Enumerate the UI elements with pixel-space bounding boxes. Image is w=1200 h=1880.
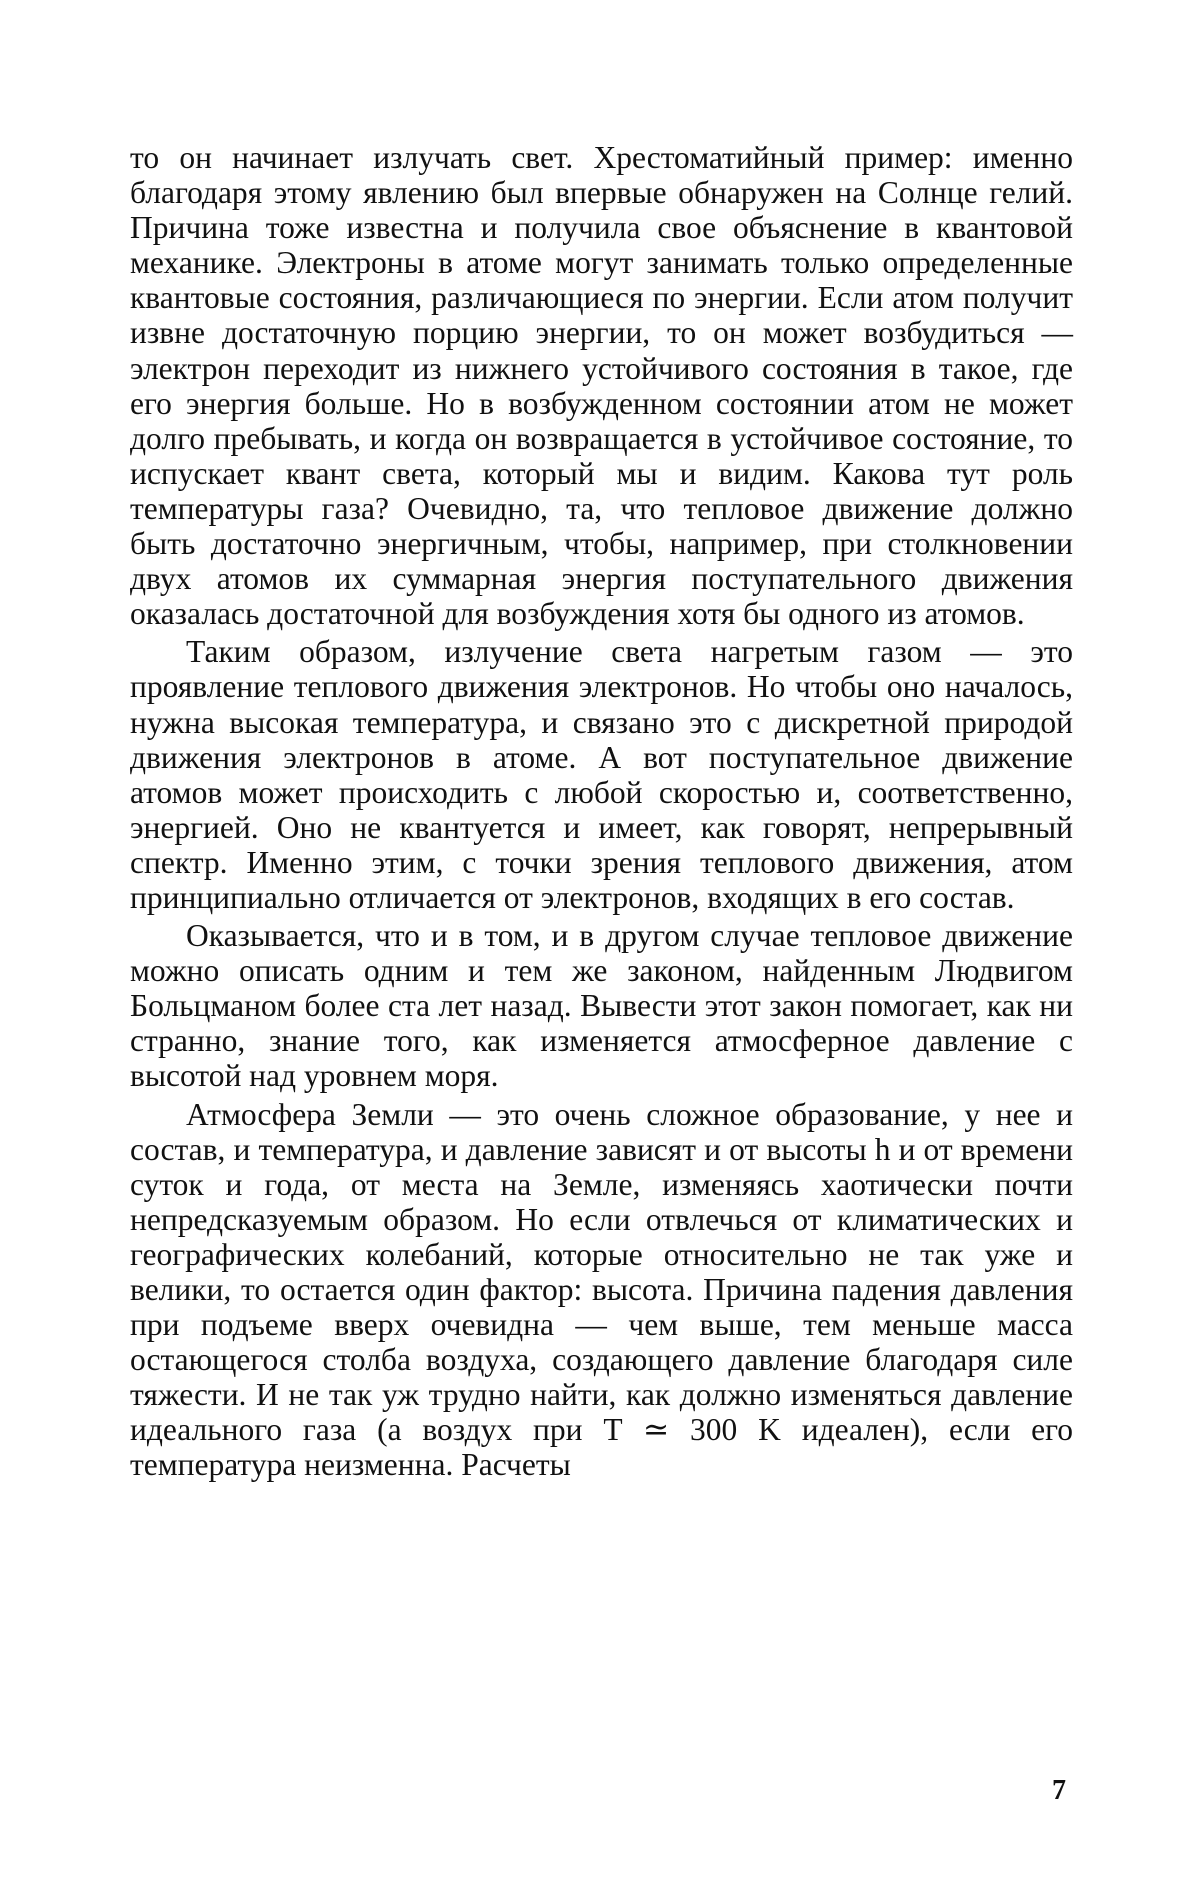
paragraph-2: Таким образом, излучение света нагретым газом — это проявление теплового движения электронов. Но чтобы оно началось, нужна высокая температура, и связано это с дискретной природой движения электронов в атоме. А вот поступательное движение атомов может происходить с любой скоростью и, соответственно, энергией. Оно не квантуется и имеет, как говорят, непрерывный спектр. Именно этим, с точки зрения теплового движения, атом принципиально отличается от электронов, входящих в его состав. bbox=[130, 634, 1073, 915]
paragraph-1: то он начинает излучать свет. Хрестоматийный пример: именно благодаря этому явлению был впервые обнаружен на Солнце гелий. Причина тоже известна и получила свое объяснение в квантовой механике. Электроны в атоме могут занимать только определенные квантовые состояния, различающиеся по энергии. Если атом получит извне достаточную порцию энергии, то он может возбудиться — электрон переходит из нижнего устойчивого состояния в такое, где его энергия больше. Но в возбужденном состоянии атом не может долго пребывать, и когда он возвращается в устойчивое состояние, то испускает квант света, который мы и видим. Какова тут роль температуры газа? Очевидно, та, что тепловое движение должно быть достаточно энергичным, чтобы, например, при столкновении двух атомов их суммарная энергия поступательного движения оказалась достаточной для возбуждения хотя бы одного из атомов. bbox=[130, 140, 1073, 631]
paragraph-3: Оказывается, что и в том, и в другом случае тепловое движение можно описать одним и тем же законом, найденным Людвигом Больцманом более ста лет назад. Вывести этот закон помогает, как ни странно, знание того, как изменяется атмосферное давление с высотой над уровнем моря. bbox=[130, 918, 1073, 1093]
page-body bbox=[130, 140, 1073, 1483]
page-number: 7 bbox=[1052, 1775, 1066, 1807]
paragraph-4: Атмосфера Земли — это очень сложное образование, у нее и состав, и температура, и давление зависят и от высоты h и от времени суток и года, от места на Земле, изменяясь хаотически почти непредсказуемым образом. Но если отвлечься от климатических и географических колебаний, которые относительно не так уже и велики, то остается один фактор: высота. Причина падения давления при подъеме вверх очевидна — чем выше, тем меньше масса остающегося столба воздуха, создающего давление благодаря силе тяжести. И не так уж трудно найти, как должно изменяться давление идеального газа (а воздух при T ≃ 300 K идеален), если его температура неизменна. Расчеты bbox=[130, 1097, 1073, 1483]
